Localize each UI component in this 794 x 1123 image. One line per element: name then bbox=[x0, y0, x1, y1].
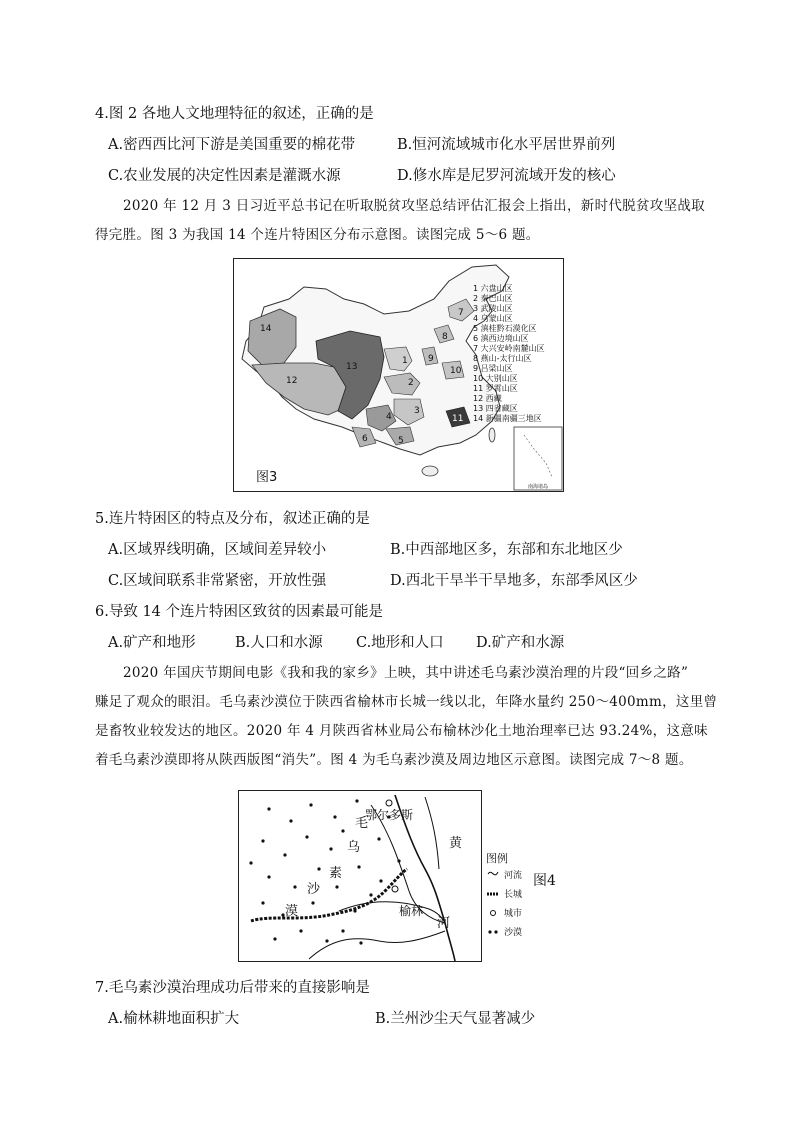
q5-option-c: C.区域间联系非常紧密，开放性强 bbox=[108, 573, 327, 589]
q7-stem: 7.毛乌素沙漠治理成功后带来的直接影响是 bbox=[95, 980, 370, 996]
desert-char: 沙 bbox=[307, 882, 321, 897]
q5-option-a: A.区域界线明确，区域间差异较小 bbox=[108, 542, 327, 558]
desert-char: 毛 bbox=[355, 816, 369, 831]
fig4-caption: 图4 bbox=[533, 873, 556, 889]
city-ordos bbox=[386, 800, 392, 806]
fig4-legend-item: 城市 bbox=[504, 909, 523, 919]
q7-option-a: A.榆林耕地面积扩大 bbox=[108, 1011, 240, 1027]
region-label-12: 12 bbox=[286, 376, 298, 386]
passage2-line-2: 赚足了观众的眼泪。毛乌素沙漠位于陕西省榆林市长城一线以北，年降水量约 250～400mm，这里曾 bbox=[95, 694, 718, 710]
desert-char: 乌 bbox=[347, 840, 361, 855]
inset-label: 南海诸岛 bbox=[527, 484, 549, 490]
fig4-legend-item: 河流 bbox=[504, 871, 523, 881]
region-label-11: 11 bbox=[452, 414, 464, 424]
q4-option-b: B.恒河流域城市化水平居世界前列 bbox=[397, 137, 616, 153]
fig4-legend-item: 长城 bbox=[504, 890, 523, 900]
fig3-legend-item: 10 大别山区 bbox=[473, 374, 518, 383]
region-label-8: 8 bbox=[442, 332, 448, 342]
region-label-2: 2 bbox=[408, 378, 414, 388]
q4-option-a: A.密西西比河下游是美国重要的棉花带 bbox=[108, 137, 356, 153]
south-china-sea-inset bbox=[514, 427, 562, 490]
desert-name bbox=[285, 816, 368, 919]
fig4-legend bbox=[484, 850, 544, 942]
q4-option-d: D.修水库是尼罗河流域开发的核心 bbox=[397, 168, 616, 184]
fig3-caption: 图3 bbox=[256, 470, 278, 485]
fig3-legend bbox=[473, 283, 545, 423]
q4-stem: 4.图 2 各地人文地理特征的叙述，正确的是 bbox=[95, 106, 374, 122]
desert-char: 素 bbox=[329, 866, 343, 881]
fig3-legend-item: 1 六盘山区 bbox=[473, 284, 513, 293]
q7-option-b: B.兰州沙尘天气显著减少 bbox=[375, 1011, 536, 1027]
q5-stem: 5.连片特困区的特点及分布，叙述正确的是 bbox=[95, 511, 370, 527]
fig3-legend-item: 2 秦巴山区 bbox=[473, 294, 513, 303]
fig3-legend-item: 14 新疆南疆三地区 bbox=[473, 414, 542, 423]
passage2-line-4: 着毛乌素沙漠即将从陕西版图“消失”。图 4 为毛乌素沙漠及周边地区示意图。读图完成 7～8 题。 bbox=[95, 752, 693, 768]
region-label-14: 14 bbox=[260, 324, 272, 334]
desert-legend-icon bbox=[488, 930, 491, 933]
city-yulin bbox=[392, 886, 398, 892]
fig3-legend-item: 5 滇桂黔石漠化区 bbox=[473, 324, 537, 333]
river-char: 黄 bbox=[449, 836, 463, 851]
region-label-4: 4 bbox=[386, 412, 392, 422]
region-label-1: 1 bbox=[402, 356, 408, 366]
region-label-10: 10 bbox=[450, 366, 462, 376]
region-label-6: 6 bbox=[362, 434, 368, 444]
fig3-legend-item: 11 罗霄山区 bbox=[473, 384, 518, 393]
tributary bbox=[425, 797, 439, 869]
passage2-line-3: 是畜牧业较发达的地区。2020 年 4 月陕西省林业局公布榆林沙化土地治理率已达 93.24%，这意味 bbox=[95, 723, 708, 739]
fig3-legend-item: 13 四省藏区 bbox=[473, 404, 518, 413]
fig3-legend-item: 9 吕梁山区 bbox=[473, 364, 513, 373]
region-label-9: 9 bbox=[428, 354, 434, 364]
q6-option-a: A.矿产和地形 bbox=[108, 635, 196, 651]
q6-option-b: B.人口和水源 bbox=[235, 635, 323, 651]
q4-option-c: C.农业发展的决定性因素是灌溉水源 bbox=[108, 168, 341, 184]
desert-char: 漠 bbox=[285, 904, 299, 919]
q6-option-d: D.矿产和水源 bbox=[476, 635, 565, 651]
fig3-legend-item: 8 燕山-太行山区 bbox=[473, 354, 532, 363]
passage2-line-1: 2020 年国庆节期间电影《我和我的家乡》上映，其中讲述毛乌素沙漠治理的片段“回乡之路” bbox=[123, 665, 689, 681]
figure-4-map bbox=[238, 790, 482, 962]
river-char: 河 bbox=[437, 916, 451, 931]
fig3-legend-item: 4 乌蒙山区 bbox=[473, 314, 513, 323]
fig4-legend-item: 沙漠 bbox=[504, 928, 523, 938]
fig3-legend-item: 6 滇西边境山区 bbox=[473, 334, 529, 343]
city-legend-icon bbox=[491, 911, 496, 916]
q6-option-c: C.地形和人口 bbox=[356, 635, 444, 651]
river-legend-icon bbox=[488, 872, 498, 875]
q5-option-b: B.中西部地区多，东部和东北地区少 bbox=[390, 542, 623, 558]
passage1-line-1: 2020 年 12 月 3 日习近平总书记在听取脱贫攻坚总结评估汇报会上指出，新时代脱贫攻坚战取 bbox=[123, 198, 705, 214]
fig3-legend-item: 12 西藏 bbox=[473, 394, 502, 403]
tributary bbox=[309, 931, 445, 959]
fig4-legend-title: 图例 bbox=[486, 852, 508, 865]
region-label-13: 13 bbox=[346, 362, 358, 372]
region-label-5: 5 bbox=[398, 436, 404, 446]
q5-option-d: D.西北干旱半干旱地多，东部季风区少 bbox=[390, 573, 638, 589]
q6-stem: 6.导致 14 个连片特困区致贫的因素最可能是 bbox=[95, 604, 384, 620]
figure-3-map bbox=[233, 258, 564, 492]
region-label-7: 7 bbox=[458, 308, 464, 318]
fig3-legend-item: 3 武陵山区 bbox=[473, 304, 513, 313]
fig3-legend-item: 7 大兴安岭南麓山区 bbox=[473, 344, 545, 353]
city-label-yulin: 榆林 bbox=[399, 904, 424, 918]
city-label-ordos: 鄂尔多斯 bbox=[364, 808, 414, 822]
passage1-line-2: 得完胜。图 3 为我国 14 个连片特困区分布示意图。读图完成 5～6 题。 bbox=[95, 227, 540, 243]
region-label-3: 3 bbox=[414, 406, 420, 416]
